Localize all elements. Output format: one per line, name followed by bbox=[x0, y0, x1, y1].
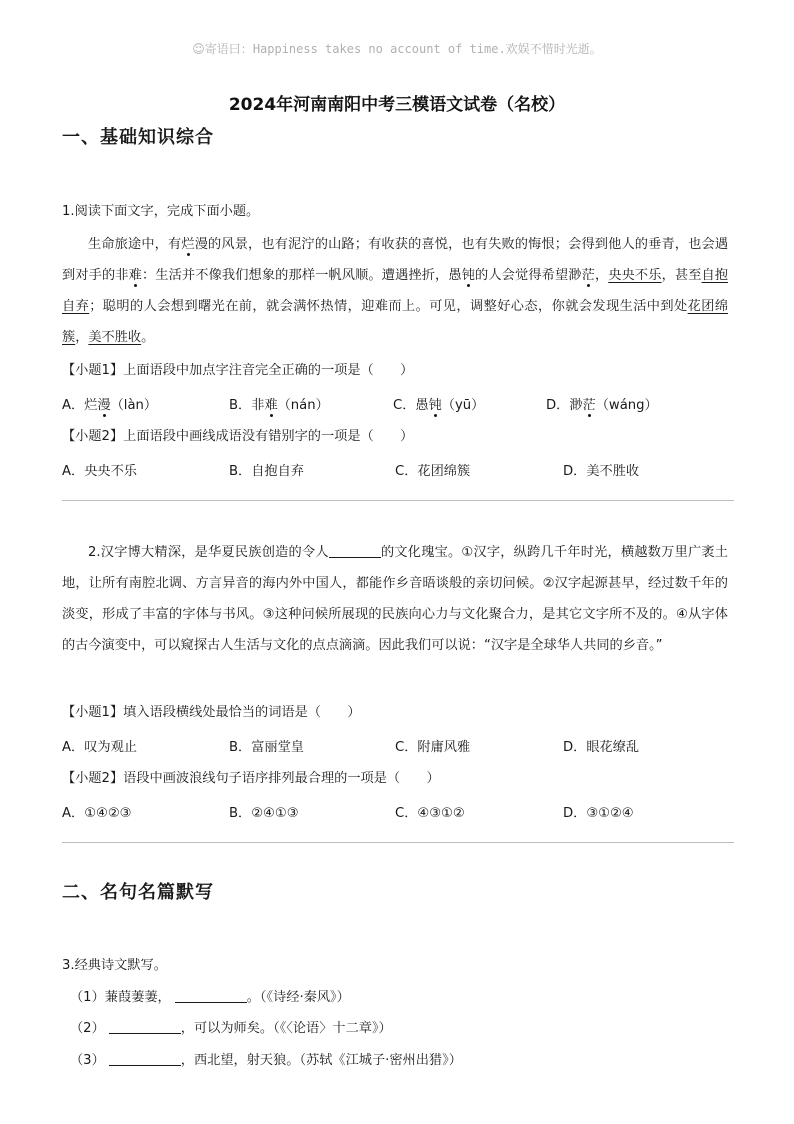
q2-sub1-option-d[interactable]: D．眼花缭乱 bbox=[563, 740, 640, 755]
underlined-idiom-3: 花团绵簇 bbox=[62, 299, 729, 345]
q1-text: 的人会觉得希望渺 bbox=[475, 268, 582, 283]
header-motto bbox=[0, 40, 794, 57]
smiley-icon: ☺ bbox=[192, 42, 205, 56]
q2-passage bbox=[62, 537, 728, 661]
item-text: ，西北望，射天狼。（苏轼《江城子·密州出猎》） bbox=[180, 1053, 462, 1068]
page-title: 2024年河南南阳中考三模语文试卷（名校） bbox=[228, 95, 566, 115]
q1-sub2-option-d[interactable]: D．美不胜收 bbox=[563, 464, 640, 479]
q1-text: ；聪明的人会想到曙光在前，就会满怀热情，迎难而上。可见，调整好心态，你就会发现生活中到处 bbox=[89, 299, 688, 314]
motto-prefix: 寄语曰： bbox=[204, 42, 253, 56]
section-heading-2: 二、名句名篇默写 bbox=[62, 882, 214, 903]
q1-text: ， bbox=[594, 268, 609, 283]
dotted-char-nan: 难 bbox=[128, 268, 142, 283]
q2-sub1-option-b[interactable]: B．富丽堂皇 bbox=[229, 740, 304, 755]
item-text: 。（《诗经·秦风》） bbox=[246, 990, 350, 1005]
underlined-idiom-1: 央央不乐 bbox=[608, 268, 662, 283]
q1-text: 。 bbox=[141, 330, 155, 345]
q1-text: 生命旅途中，有 bbox=[88, 237, 182, 252]
q1-text: ， bbox=[75, 330, 89, 345]
q2-sub2-option-b[interactable]: B．②④①③ bbox=[229, 806, 299, 821]
q1-sub1-option-d[interactable]: D．渺茫（wáng） bbox=[546, 398, 658, 413]
item-text: ，可以为师矣。（《〈论语〉十二章》） bbox=[180, 1021, 392, 1036]
q1-sub1-option-c[interactable]: C．愚钝（yū） bbox=[393, 398, 485, 413]
q3-item-3 bbox=[70, 1051, 462, 1071]
dotted-char-lan: 烂 bbox=[181, 237, 195, 252]
q3-item-1 bbox=[70, 988, 350, 1008]
q3-item-2 bbox=[70, 1019, 392, 1039]
q2-text: 的文化瑰宝。①汉字，纵跨几千年时光，横越数万里广袤土地，让所有南腔北调、方言异音的海内外中国人，都能作乡音晤谈般的亲切问候。②汉字起源甚早，经过数千年的淡变，形成了丰富的字体与书风。③这种问候所展现的民族向心力与文化聚合力，是其它文字所不及的。④从字体的古今演变中，可以窥探古人生活与文化的点点滴滴。因此我们可以说：“汉字是全球华人共同的乡音。” bbox=[62, 545, 728, 653]
q2-sub2-option-a[interactable]: A．①④②③ bbox=[62, 806, 132, 821]
q1-text: ，甚至 bbox=[661, 268, 702, 283]
divider bbox=[62, 842, 734, 843]
q1-passage bbox=[62, 229, 728, 353]
divider bbox=[62, 500, 734, 501]
q2-sub1-option-c[interactable]: C．附庸风雅 bbox=[395, 740, 471, 755]
underlined-idiom-2: 自抱自弃 bbox=[62, 268, 729, 314]
q1-sub1-stem: 【小题1】上面语段中加点字注音完全正确的一项是（ ） bbox=[62, 363, 414, 378]
motto-english: Happiness takes no account of time. bbox=[252, 42, 506, 56]
q1-sub1-option-a[interactable]: A．烂漫（làn） bbox=[62, 398, 158, 413]
fill-blank[interactable] bbox=[329, 543, 381, 558]
item-number: （1） bbox=[70, 990, 105, 1005]
underlined-idiom-4: 美不胜收 bbox=[88, 330, 142, 345]
dotted-char-dun: 钝 bbox=[461, 268, 476, 283]
fill-blank[interactable] bbox=[109, 1051, 181, 1066]
item-number: （3） bbox=[70, 1053, 105, 1068]
q1-intro: 1.阅读下面文字，完成下面小题。 bbox=[62, 204, 260, 219]
q1-sub1-option-b[interactable]: B．非难（nán） bbox=[229, 398, 329, 413]
q2-sub2-stem: 【小题2】语段中画波浪线句子语序排列最合理的一项是（ ） bbox=[62, 771, 440, 786]
item-text: 蒹葭萋萋， bbox=[104, 990, 171, 1005]
q2-sub2-option-d[interactable]: D．③①②④ bbox=[563, 806, 634, 821]
fill-blank[interactable] bbox=[175, 988, 247, 1003]
q1-text: 漫的风景，也有泥泞的山路；有收获的喜悦，也有失败的悔恨；会得到他人的垂青，也会遇到对手的非 bbox=[62, 237, 729, 283]
q2-text: 2.汉字博大精深，是华夏民族创造的令人 bbox=[88, 545, 329, 560]
q2-sub1-option-a[interactable]: A．叹为观止 bbox=[62, 740, 137, 755]
q1-sub2-stem: 【小题2】上面语段中画线成语没有错别字的一项是（ ） bbox=[62, 429, 414, 444]
q1-sub2-option-a[interactable]: A．央央不乐 bbox=[62, 464, 137, 479]
dotted-char-mang: 茫 bbox=[581, 268, 595, 283]
q3-intro: 3.经典诗文默写。 bbox=[62, 958, 167, 973]
q2-sub2-option-c[interactable]: C．④③①② bbox=[395, 806, 465, 821]
q1-sub2-option-b[interactable]: B．自抱自弃 bbox=[229, 464, 304, 479]
fill-blank[interactable] bbox=[109, 1019, 181, 1034]
item-number: （2） bbox=[70, 1021, 105, 1036]
q1-sub2-option-c[interactable]: C．花团绵簇 bbox=[395, 464, 471, 479]
q1-text: ：生活并不像我们想象的那样一帆风顺。遭遇挫折，愚 bbox=[141, 268, 462, 283]
motto-chinese: 欢娱不惜时光逝。 bbox=[505, 42, 602, 56]
q2-sub1-stem: 【小题1】填入语段横线处最恰当的词语是（ ） bbox=[62, 705, 361, 720]
section-heading-1: 一、基础知识综合 bbox=[62, 127, 214, 148]
